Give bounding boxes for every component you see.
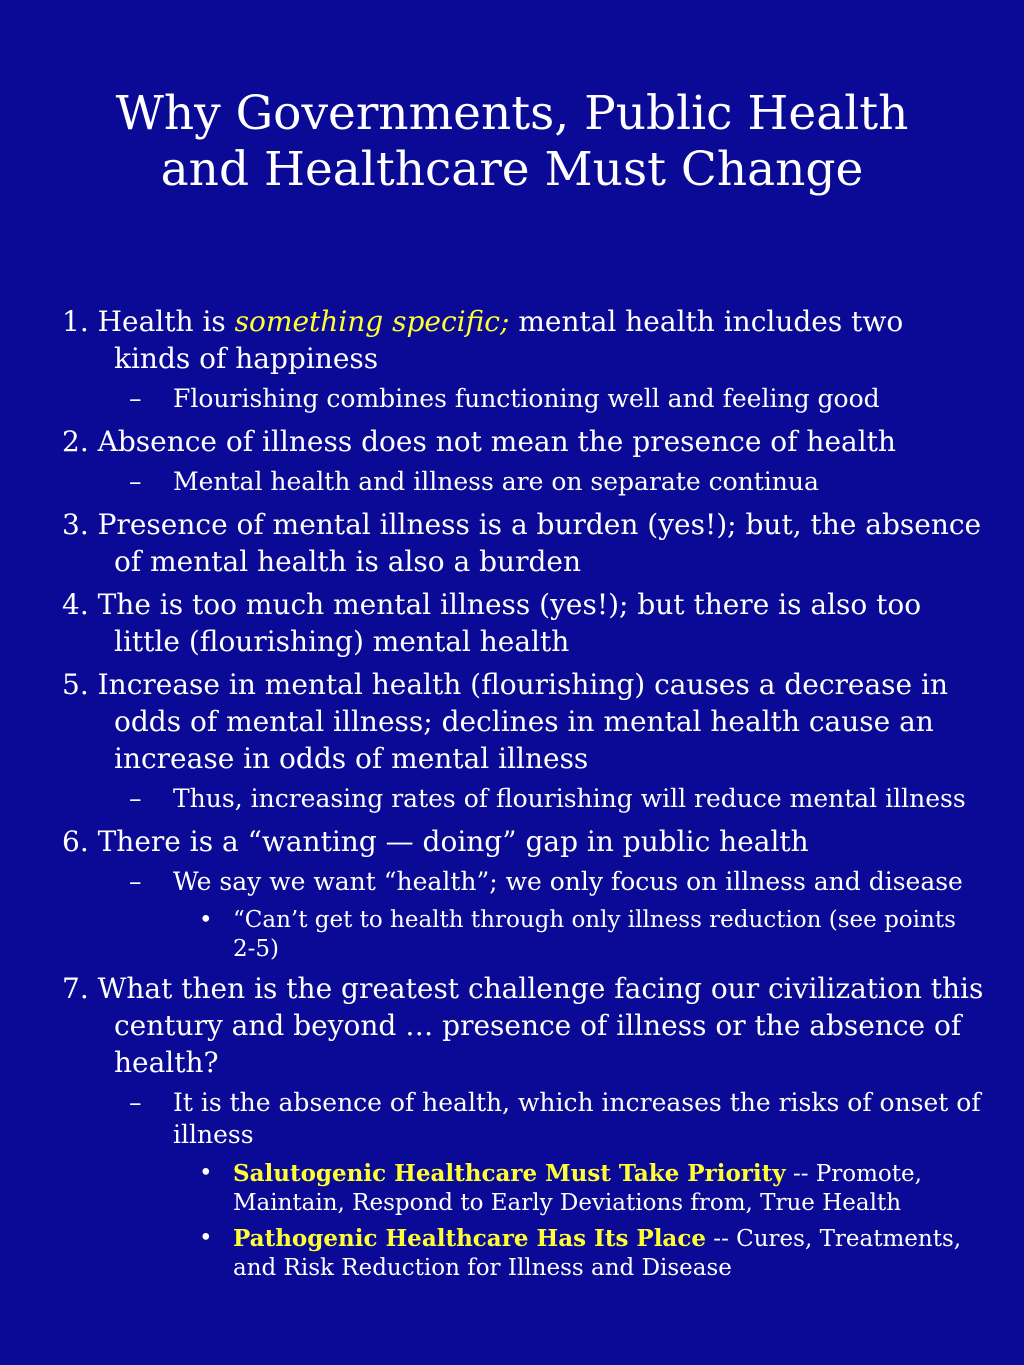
point-5-sub-1-text: Thus, increasing rates of flourishing will reduce mental illness: [173, 784, 966, 813]
point-7-bullet-pathogenic: [199, 1224, 984, 1283]
point-6-sub-1-text: We say we want “health”; we only focus on illness and disease: [173, 867, 963, 896]
point-5-sub-1: [129, 783, 996, 815]
salutogenic-text: -- Promote, Maintain, Respond to Early Deviations from, True Health: [233, 1161, 922, 1216]
pathogenic-text: -- Cures, Treatments, and Risk Reduction for Illness and Disease: [233, 1226, 962, 1281]
point-7-sub-1-text: It is the absence of health, which increases the risks of onset of illness: [173, 1088, 981, 1149]
dash-bullet: –: [129, 467, 142, 496]
dash-bullet: –: [129, 784, 142, 813]
point-3: 3. Presence of mental illness is a burden (yes!); but, the absence of mental health is also a burden: [62, 508, 982, 578]
dot-bullet: •: [199, 1225, 213, 1251]
point-1-pre: 1. Health is: [62, 305, 235, 338]
point-1-post: mental health includes two kinds of happiness: [114, 305, 904, 375]
point-2-sub-1: [129, 466, 996, 498]
point-7-bullet-salutogenic: [199, 1159, 984, 1218]
dot-bullet: •: [199, 907, 213, 933]
point-6: 6. There is a “wanting — doing” gap in public health: [62, 825, 809, 858]
point-5: 5. Increase in mental health (flourishing) causes a decrease in odds of mental illness; declines in mental health cause an increase in odds of mental illness: [62, 668, 948, 775]
point-2-sub-1-text: Mental health and illness are on separate continua: [173, 467, 819, 496]
slide-title: [0, 86, 1024, 198]
point-7: 7. What then is the greatest challenge facing our civilization this century and beyond … presence of illness or the absence of health?: [62, 972, 984, 1079]
point-1-emphasis: something specific;: [234, 305, 510, 338]
salutogenic-heading: Salutogenic Healthcare Must Take Priority: [233, 1160, 786, 1187]
title-line-2: and Healthcare Must Change: [160, 142, 864, 197]
slide-body: [0, 303, 1024, 1289]
dot-bullet: •: [199, 1160, 213, 1186]
dash-bullet: –: [129, 1088, 142, 1117]
point-6-sub-1-bullet-1-text: “Can’t get to health through only illness reduction (see points 2-5): [233, 907, 956, 962]
point-6-sub-1: [129, 866, 996, 898]
point-4: 4. The is too much mental illness (yes!); but there is also too little (flourishing) mental health: [62, 588, 922, 658]
point-7-sub-1: [129, 1087, 996, 1151]
point-1-sub-1: [129, 383, 996, 415]
title-line-1: Why Governments, Public Health: [115, 86, 909, 141]
pathogenic-heading: Pathogenic Healthcare Has Its Place: [233, 1225, 706, 1252]
dash-bullet: –: [129, 384, 142, 413]
point-2: 2. Absence of illness does not mean the presence of health: [62, 425, 896, 458]
point-1: [62, 303, 984, 377]
point-1-sub-1-text: Flourishing combines functioning well and feeling good: [173, 384, 880, 413]
point-6-sub-1-bullet-1: [199, 906, 984, 964]
dash-bullet: –: [129, 867, 142, 896]
